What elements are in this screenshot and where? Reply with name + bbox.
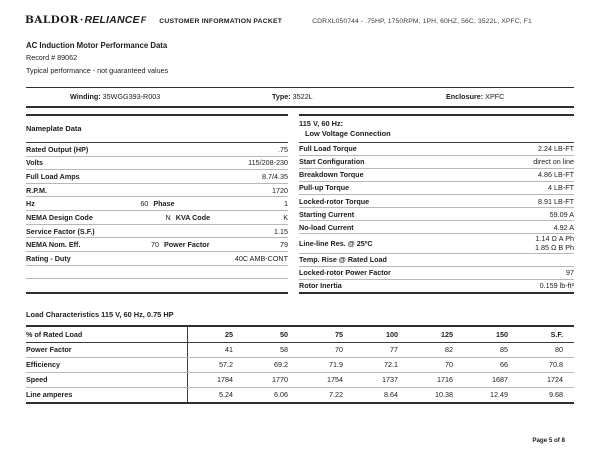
table-row: Locked-rotor Power Factor 97 xyxy=(299,266,574,279)
table-row: Volts 115/208-230 xyxy=(26,156,288,170)
table-row: Rating - Duty 40C AMB-CONT xyxy=(26,251,288,265)
enclosure-field xyxy=(446,92,574,101)
table-row: Temp. Rise @ Rated Load xyxy=(299,253,574,266)
nameplate-rows xyxy=(26,143,288,292)
table-row-empty xyxy=(26,278,288,292)
nameplate-data-table xyxy=(26,114,288,294)
logo-baldor-text: BALDOR xyxy=(25,14,79,26)
table-row: Service Factor (S.F.) 1.15 xyxy=(26,224,288,238)
load-characteristics-section xyxy=(26,310,574,404)
catalog-number-line: CDRXL050744 - .75HP, 1750RPM, 1PH, 60HZ, 56C, 3522L, XPFC, F1 xyxy=(312,18,532,25)
table-row: Hz 60 Phase 1 xyxy=(26,196,288,210)
table-row: Power Factor 41 58 70 77 82 85 80 xyxy=(26,343,574,357)
type-label: Type: xyxy=(272,92,291,102)
table-row: Locked-rotor Torque 8.91 LB-FT xyxy=(299,194,574,207)
type-field xyxy=(272,92,446,101)
baldor-reliance-logo xyxy=(25,14,146,26)
table-row: Speed 1784 1770 1754 1737 1716 1687 1724 xyxy=(26,372,574,387)
table-row: Start Configuration direct on line xyxy=(299,155,574,168)
record-number: Record # 89062 xyxy=(26,53,78,62)
page-number: Page 5 of 8 xyxy=(532,437,565,444)
logo-trademark-mark: F xyxy=(140,15,147,25)
enclosure-label: Enclosure: xyxy=(446,92,484,102)
document-header xyxy=(0,0,600,26)
performance-tables xyxy=(26,114,574,294)
winding-label: Winding: xyxy=(70,92,101,102)
table-row: NEMA Nom. Eff. 70 Power Factor 79 xyxy=(26,237,288,251)
load-characteristics-title: Load Characteristics 115 V, 60 Hz, 0.75 HP xyxy=(26,309,174,319)
winding-value: 35WGG393-R003 xyxy=(102,92,161,102)
nameplate-section-title: Nameplate Data xyxy=(26,116,288,143)
page-title: AC Induction Motor Performance Data xyxy=(26,41,168,50)
winding-field xyxy=(26,92,272,101)
table-row: Full Load Torque 2.24 LB-FT xyxy=(299,144,574,154)
table-row: No-load Current 4.92 A xyxy=(299,220,574,233)
table-row: Rotor Inertia 0.159 lb-ft² xyxy=(299,279,574,292)
table-row: Breakdown Torque 4.86 LB-FT xyxy=(299,168,574,181)
table-row: Rated Output (HP) .75 xyxy=(26,144,288,154)
packet-title: CUSTOMER INFORMATION PACKET xyxy=(159,18,283,25)
logo-reliance-text: RELIANCE xyxy=(84,14,140,26)
table-row: Pull-up Torque 4 LB-FT xyxy=(299,181,574,194)
load-table-header-row: % of Rated Load 25 50 75 100 125 150 S.F. xyxy=(26,327,574,343)
table-row-empty xyxy=(26,265,288,279)
table-row: Full Load Amps 8.7/4.35 xyxy=(26,169,288,183)
table-row: R.P.M. 1720 xyxy=(26,183,288,197)
enclosure-value: XPFC xyxy=(485,92,505,102)
logo-dot-separator: · xyxy=(79,14,84,26)
type-value: 3522L xyxy=(292,92,313,102)
performance-note: Typical performance - not guaranteed values xyxy=(26,66,169,76)
low-voltage-connection-table xyxy=(299,114,574,294)
table-row: Line amperes 5.24 6.06 7.22 8.64 10.38 12.49 9.68 xyxy=(26,387,574,402)
winding-type-enclosure-bar xyxy=(26,87,574,108)
load-characteristics-table xyxy=(26,325,574,404)
table-row: NEMA Design Code N KVA Code K xyxy=(26,210,288,224)
low-voltage-section-title: 115 V, 60 Hz: Low Voltage Connection xyxy=(299,116,574,143)
table-row: Efficiency 57.2 69.2 71.9 72.1 70 66 70.8 xyxy=(26,357,574,372)
title-block xyxy=(0,41,600,77)
table-row: Starting Current 59.09 A xyxy=(299,207,574,220)
two-line-value: 1.14 Ω A Ph 1.85 Ω B Ph xyxy=(535,234,574,253)
low-voltage-rows xyxy=(299,143,574,292)
table-row: Line-line Res. @ 25ºC 1.14 Ω A Ph 1.85 Ω B Ph xyxy=(299,234,574,253)
